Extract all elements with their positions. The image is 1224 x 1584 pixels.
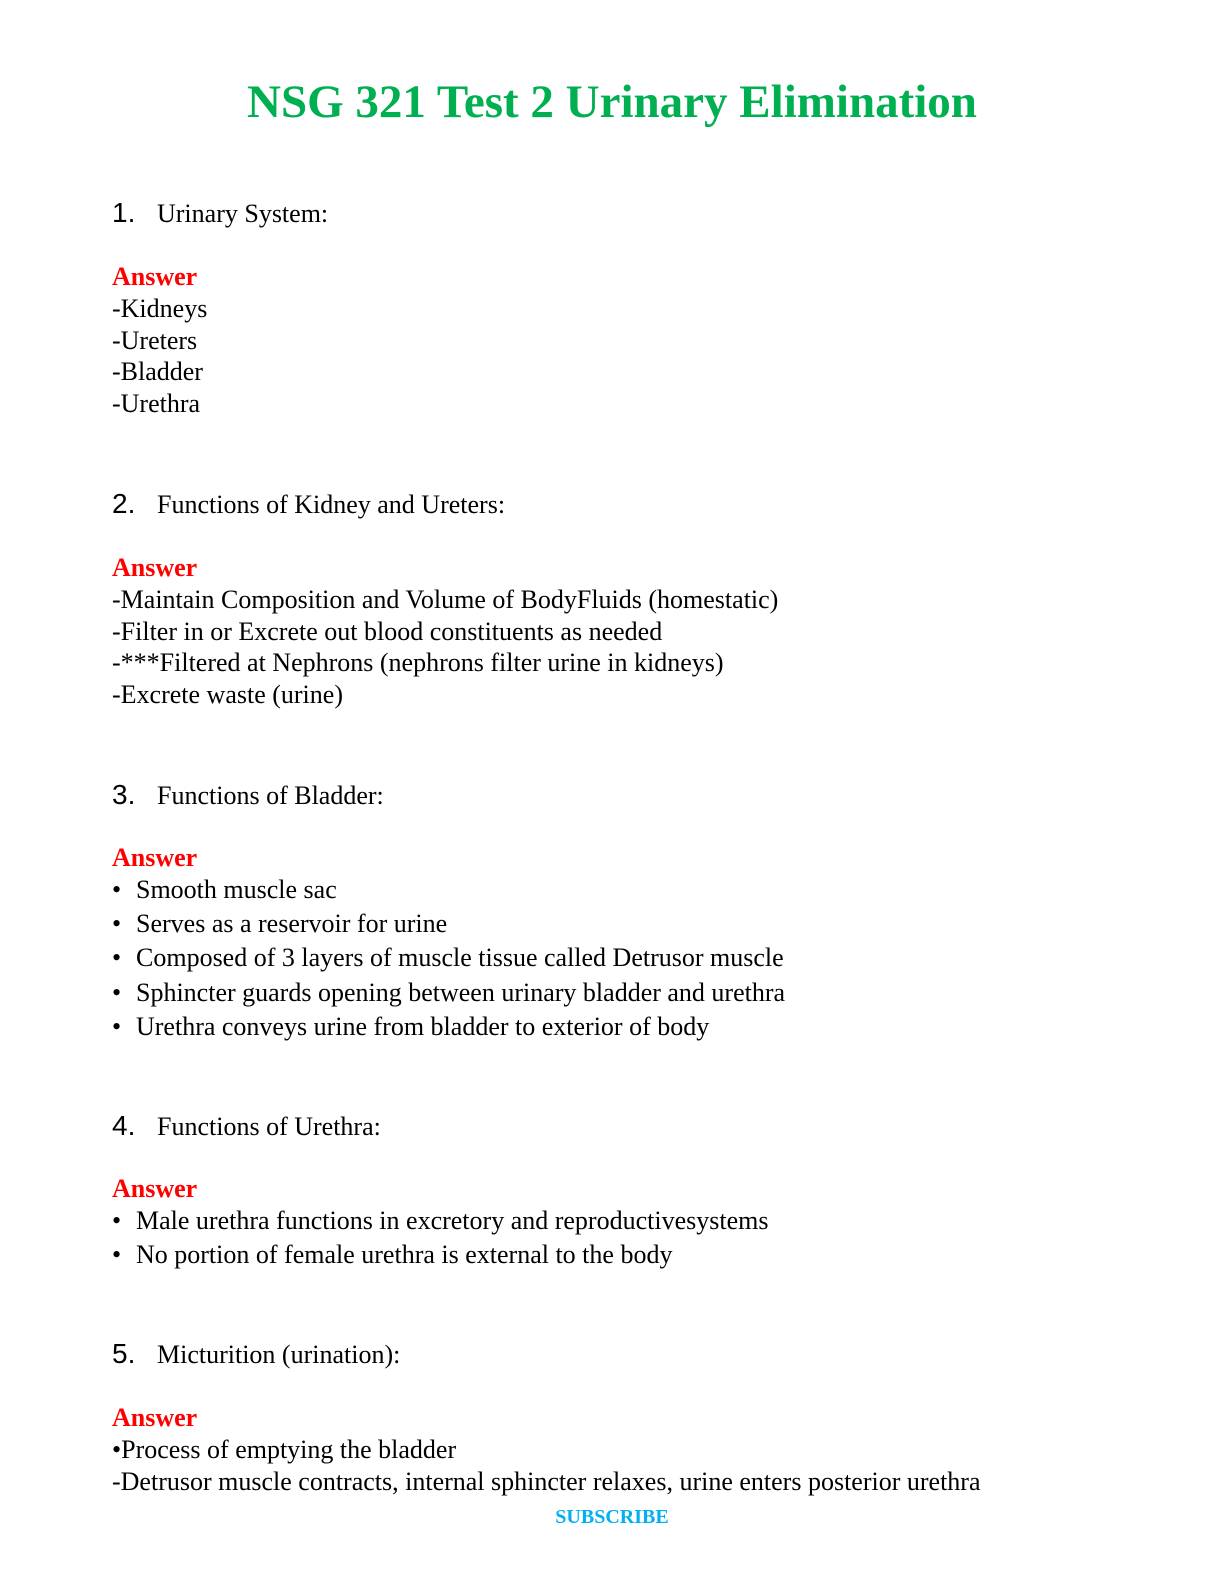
answer-label: Answer xyxy=(112,1174,198,1203)
answer-item: -Urethra xyxy=(112,388,201,418)
answer-item: • No portion of female urethra is external to the body xyxy=(112,1238,768,1272)
question-number: 3. xyxy=(112,779,136,810)
question-5 xyxy=(112,1336,400,1372)
bullet-icon: • xyxy=(112,1240,122,1270)
subscribe-link[interactable]: SUBSCRIBE xyxy=(555,1506,669,1528)
question-1 xyxy=(112,195,328,231)
answer-label: Answer xyxy=(112,843,198,872)
answer-list xyxy=(112,293,207,419)
bullet-icon: • xyxy=(112,1011,122,1041)
answer-item: -Bladder xyxy=(112,357,203,387)
question-number: 1. xyxy=(112,197,136,228)
answer-item: • Sphincter guards opening between urinary bladder and urethra xyxy=(112,976,785,1010)
answer-item: -Kidneys xyxy=(112,294,208,323)
bullet-icon: • xyxy=(112,909,122,939)
question-number: 2. xyxy=(112,488,136,519)
answer-item: -Maintain Composition and Volume of BodyFluids (homestatic) xyxy=(112,585,779,614)
bullet-icon: • xyxy=(112,977,122,1007)
answer-item: • Serves as a reservoir for urine xyxy=(112,907,785,941)
answer-item: • Male urethra functions in excretory and reproductivesystems xyxy=(112,1204,768,1238)
question-text: Functions of Urethra: xyxy=(157,1112,381,1141)
question-text: Micturition (urination): xyxy=(157,1340,401,1369)
question-4 xyxy=(112,1108,381,1144)
answer-label: Answer xyxy=(112,553,198,582)
bullet-icon: • xyxy=(112,1206,122,1235)
bullet-icon: • xyxy=(112,943,122,973)
answer-list xyxy=(112,1434,981,1497)
answer-list xyxy=(112,1204,768,1272)
answer-item: -Excrete waste (urine) xyxy=(112,679,343,709)
answer-item: -Filter in or Excrete out blood constituents as needed xyxy=(112,616,663,646)
page-title: NSG 321 Test 2 Urinary Elimination xyxy=(247,76,977,128)
answer-label: Answer xyxy=(112,1403,198,1432)
answer-item: • Smooth muscle sac xyxy=(112,873,785,907)
question-3 xyxy=(112,777,384,813)
answer-item: -***Filtered at Nephrons (nephrons filter urine in kidneys) xyxy=(112,648,724,678)
answer-list xyxy=(112,584,778,710)
answer-list xyxy=(112,873,785,1044)
question-2 xyxy=(112,486,505,522)
question-text: Functions of Bladder: xyxy=(157,781,384,810)
answer-item: -Ureters xyxy=(112,325,198,355)
question-number: 4. xyxy=(112,1110,136,1141)
answer-item: • Composed of 3 layers of muscle tissue called Detrusor muscle xyxy=(112,941,785,975)
answer-item: •Process of emptying the bladder xyxy=(112,1435,457,1464)
question-number: 5. xyxy=(112,1338,136,1369)
answer-item: -Detrusor muscle contracts, internal sphincter relaxes, urine enters posterior urethra xyxy=(112,1466,981,1496)
bullet-icon: • xyxy=(112,875,122,904)
answer-label: Answer xyxy=(112,262,198,291)
question-text: Functions of Kidney and Ureters: xyxy=(157,490,506,519)
answer-item: • Urethra conveys urine from bladder to exterior of body xyxy=(112,1010,785,1044)
question-text: Urinary System: xyxy=(157,199,329,228)
